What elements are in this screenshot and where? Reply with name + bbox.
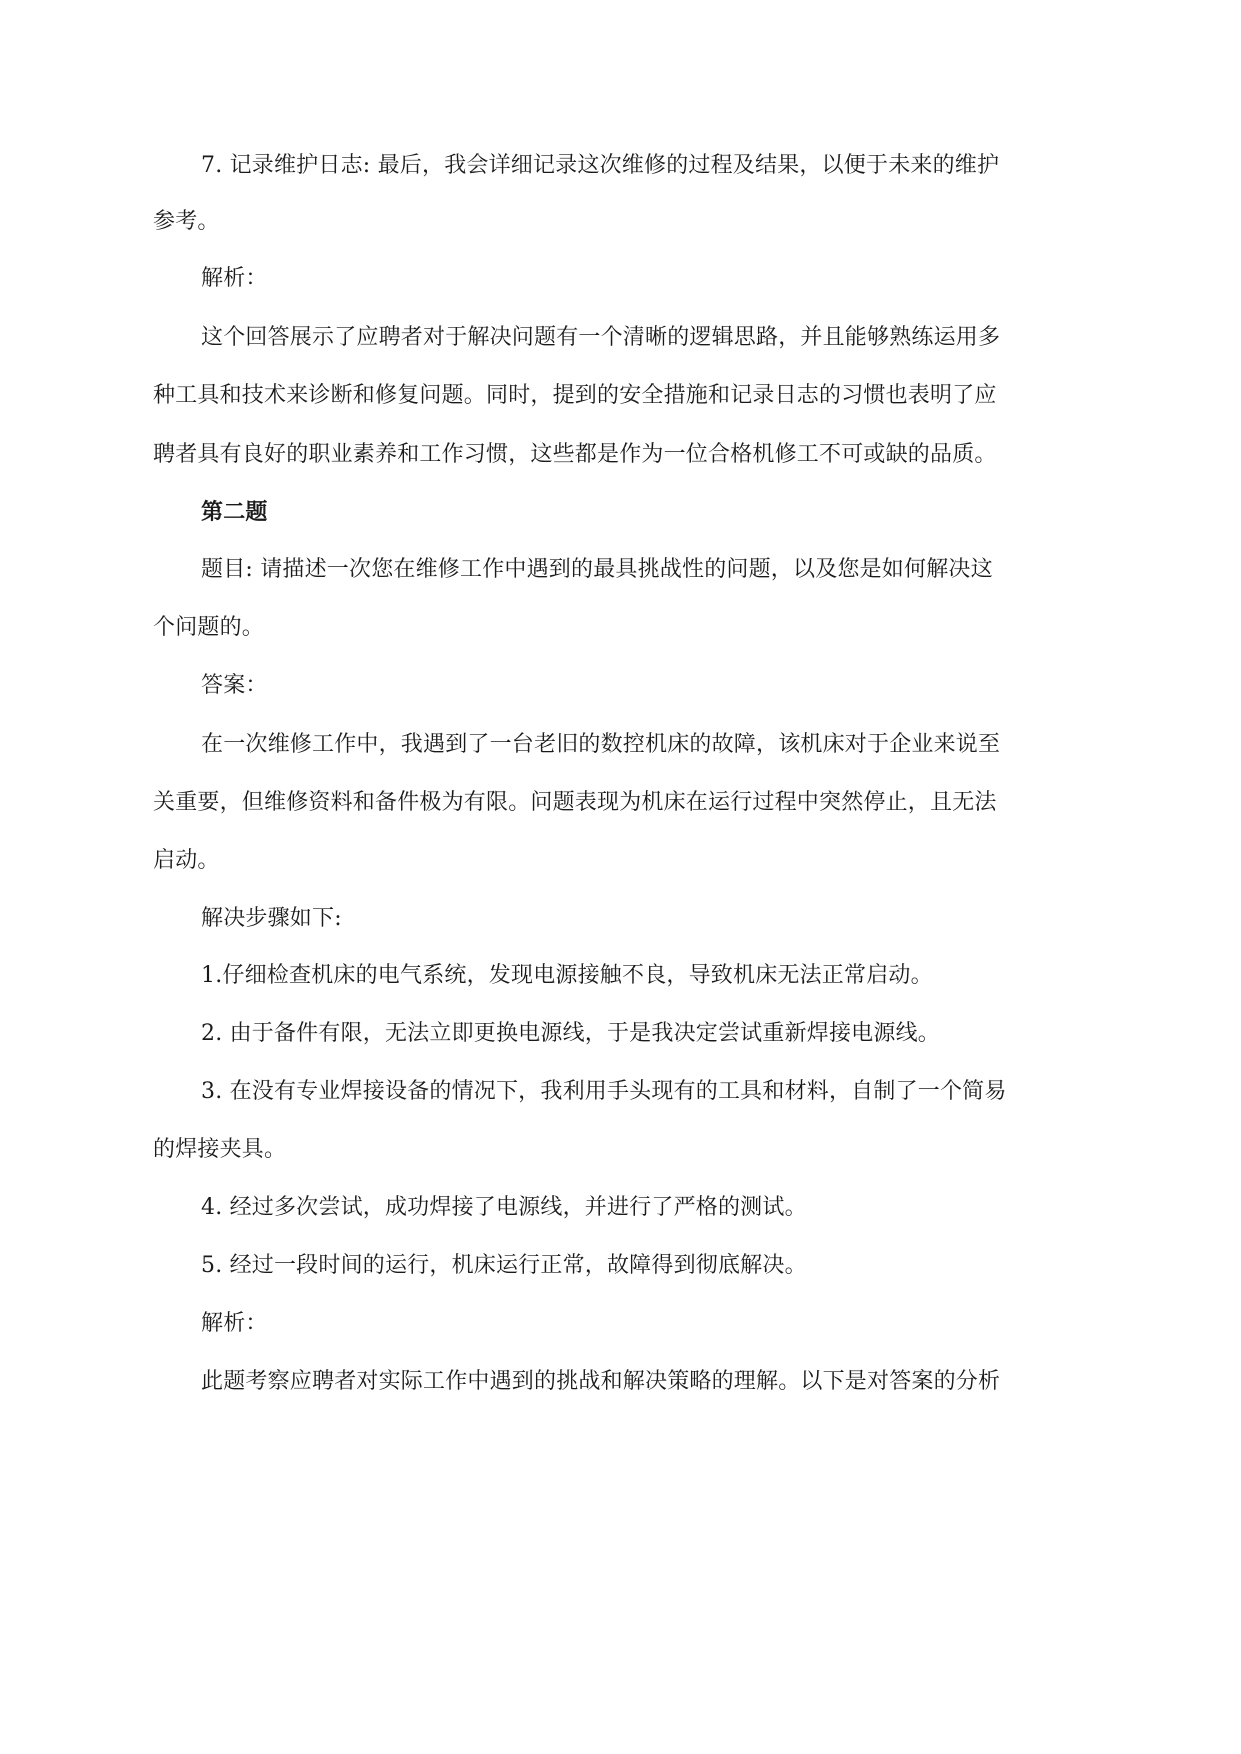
question-2-line-1: 题目: 请描述一次您在维修工作中遇到的最具挑战性的问题，以及您是如何解决这: [201, 557, 993, 582]
answer-paragraph-line-1: 在一次维修工作中，我遇到了一台老旧的数控机床的故障，该机床对于企业来说至: [201, 732, 1001, 757]
answer-step-7-line-1: 7. 记录维护日志: 最后，我会详细记录这次维修的过程及结果，以便于未来的维护: [201, 153, 1000, 178]
analysis-2-line-1: 此题考察应聘者对实际工作中遇到的挑战和解决策略的理解。以下是对答案的分析: [201, 1369, 1001, 1394]
answer-paragraph-line-3: 启动。: [153, 848, 220, 873]
analysis-1-line-2: 种工具和技术来诊断和修复问题。同时，提到的安全措施和记录日志的习惯也表明了应: [153, 383, 997, 408]
solution-step-3-line-2: 的焊接夹具。: [153, 1137, 287, 1162]
analysis-1-line-3: 聘者具有良好的职业素养和工作习惯，这些都是作为一位合格机修工不可或缺的品质。: [153, 442, 997, 467]
solution-step-4: 4. 经过多次尝试，成功焊接了电源线，并进行了严格的测试。: [201, 1195, 807, 1220]
section-heading-question-2: 第二题: [201, 499, 268, 525]
answer-paragraph-line-2: 关重要，但维修资料和备件极为有限。问题表现为机床在运行过程中突然停止，且无法: [153, 790, 997, 815]
question-2-line-2: 个问题的。: [153, 615, 265, 640]
solution-steps-label: 解决步骤如下:: [201, 906, 342, 931]
analysis-label-2: 解析：: [201, 1311, 268, 1336]
solution-step-3-line-1: 3. 在没有专业焊接设备的情况下，我利用手头现有的工具和材料，自制了一个简易: [201, 1079, 1007, 1104]
solution-step-5: 5. 经过一段时间的运行，机床运行正常，故障得到彻底解决。: [201, 1253, 807, 1278]
solution-step-1: 1.仔细检查机床的电气系统，发现电源接触不良，导致机床无法正常启动。: [201, 963, 933, 988]
answer-label: 答案：: [201, 673, 268, 698]
solution-step-2: 2. 由于备件有限，无法立即更换电源线，于是我决定尝试重新焊接电源线。: [201, 1021, 940, 1046]
answer-step-7-line-2: 参考。: [153, 209, 220, 234]
analysis-1-line-1: 这个回答展示了应聘者对于解决问题有一个清晰的逻辑思路，并且能够熟练运用多: [201, 325, 1001, 350]
analysis-label-1: 解析：: [201, 266, 268, 291]
